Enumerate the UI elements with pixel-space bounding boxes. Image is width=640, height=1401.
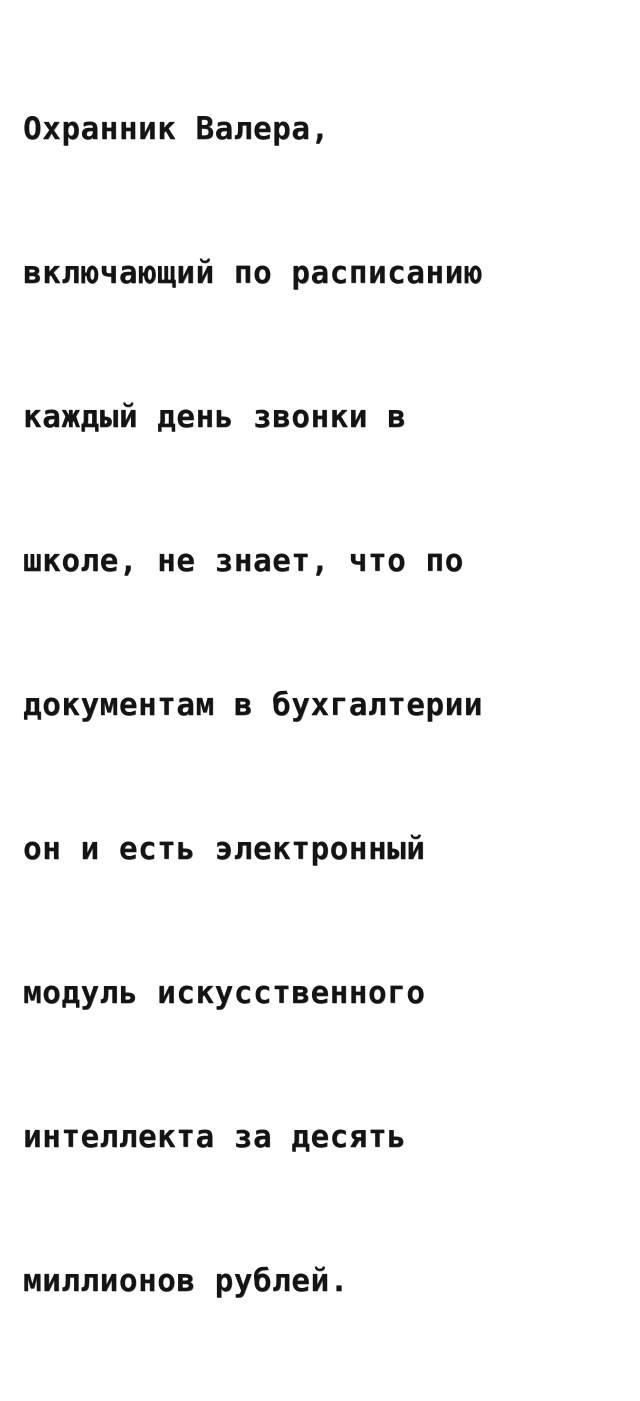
typewriter-text-block bbox=[23, 9, 630, 1401]
text-line: документам в бухгалтерии bbox=[23, 687, 483, 723]
text-line: каждый день звонки в bbox=[23, 399, 407, 435]
text-line: школе, не знает, что по bbox=[23, 543, 464, 579]
text-line: интеллекта за десять bbox=[23, 1119, 407, 1155]
text-line: он и есть электронный bbox=[23, 831, 426, 867]
text-line: модуль искусственного bbox=[23, 975, 426, 1011]
text-line: миллионов рублей. bbox=[23, 1263, 349, 1299]
text-line: включающий по расписанию bbox=[23, 255, 483, 291]
text-line: Охранник Валера, bbox=[23, 111, 330, 147]
